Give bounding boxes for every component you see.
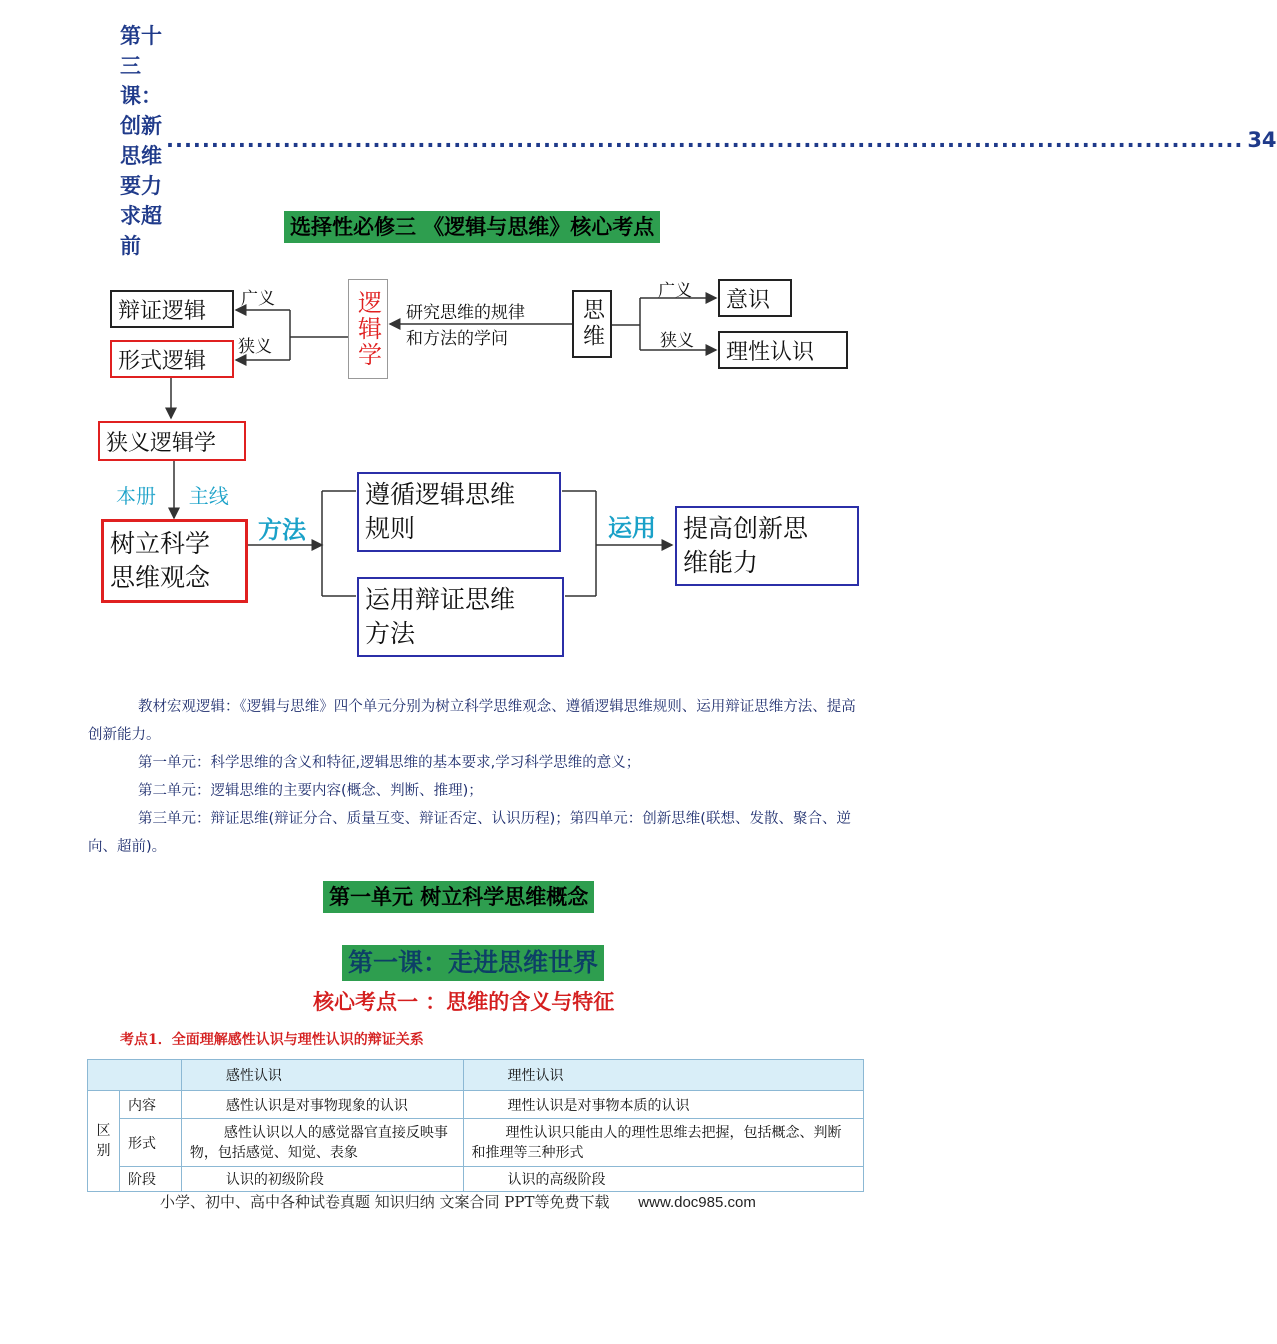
scientific-view-line-1: 树立科学 <box>110 529 211 558</box>
dialectical-logic-box: 辩证逻辑 <box>110 290 234 328</box>
book-main-line <box>116 480 229 509</box>
cell-rational: 理性认识是对事物本质的认识 <box>463 1091 863 1119</box>
table-row <box>88 1119 864 1167</box>
research-line-1: 研究思维的规律 <box>406 303 525 323</box>
narrow-label-right: 狭义 <box>660 331 694 351</box>
follow-rules-line-1: 遵循逻辑思维 <box>365 480 516 509</box>
table-row <box>88 1091 864 1119</box>
paragraph-4: 第三单元：辩证思维(辩证分合、质量互变、辩证否定、认识历程)；第四单元：创新思维(联想、发散、聚合、逆向、超前)。 <box>88 811 851 855</box>
scientific-view-box <box>101 519 248 603</box>
research-description <box>406 300 525 352</box>
cell-perceptual: 感性认识以人的感觉器官直接反映事物，包括感觉、知觉、表象 <box>181 1119 463 1167</box>
paragraph-3: 第二单元：逻辑思维的主要内容(概念、判断、推理)； <box>138 783 483 799</box>
dialectical-method-line-2: 方法 <box>365 619 416 648</box>
scientific-view-line-2: 思维观念 <box>110 563 211 592</box>
toc-dots: ........................................................................................................................ <box>166 128 1244 152</box>
consciousness-box: 意识 <box>718 279 792 317</box>
header-rational: 理性认识 <box>463 1060 863 1091</box>
section-banner: 选择性必修三 《逻辑与思维》核心考点 <box>284 211 660 243</box>
table-corner <box>88 1060 182 1091</box>
cell-rational: 认识的高级阶段 <box>463 1167 863 1192</box>
exam-point-title: 考点1．全面理解感性认识与理性认识的辩证关系 <box>120 1032 424 1048</box>
innovation-line-1: 提高创新思 <box>683 514 809 543</box>
book-label: 本册 <box>116 484 156 508</box>
core-point-title: 核心考点一 ：思维的含义与特征 <box>313 990 615 1014</box>
research-line-2: 和方法的学问 <box>406 329 508 349</box>
table-row <box>88 1167 864 1192</box>
row-label: 形式 <box>119 1119 181 1167</box>
broad-label-left: 广义 <box>241 289 275 309</box>
paragraph-2: 第一单元：科学思维的含义和特征,逻辑思维的基本要求,学习科学思维的意义； <box>138 755 641 771</box>
toc-page-number: 34 <box>1247 128 1277 152</box>
lesson-title: 第一课：走进思维世界 <box>342 945 604 981</box>
cell-perceptual: 认识的初级阶段 <box>181 1167 463 1192</box>
group-char-2: 别 <box>96 1143 111 1159</box>
footer-text: 小学、初中、高中各种试卷真题 知识归纳 文案合同 PPT等免费下载 <box>160 1193 610 1211</box>
rational-cognition-box: 理性认识 <box>718 331 848 369</box>
dialectical-method-line-1: 运用辩证思维 <box>365 585 516 614</box>
innovation-box <box>675 506 859 586</box>
thinking-box: 思维 <box>572 290 612 358</box>
row-label: 阶段 <box>119 1167 181 1192</box>
table-header-row <box>88 1060 864 1091</box>
unit-banner: 第一单元 树立科学思维概念 <box>323 881 594 913</box>
header-perceptual: 感性认识 <box>181 1060 463 1091</box>
method-label: 方法 <box>258 516 306 544</box>
follow-rules-line-2: 规则 <box>365 514 416 543</box>
dialectical-method-box <box>357 577 564 657</box>
narrow-label-left: 狭义 <box>238 337 272 357</box>
footer <box>160 1191 756 1212</box>
cell-rational: 理性认识只能由人的理性思维去把握，包括概念、判断和推理等三种形式 <box>463 1119 863 1167</box>
toc-label: 第十三课：创新思维要力求超前 <box>120 24 162 258</box>
innovation-line-2: 维能力 <box>683 548 759 577</box>
narrow-logic-box: 狭义逻辑学 <box>98 421 246 461</box>
use-label: 运用 <box>608 514 656 542</box>
difference-group-label <box>88 1091 120 1192</box>
group-char-1: 区 <box>96 1123 111 1139</box>
comparison-table <box>87 1059 864 1192</box>
cell-perceptual: 感性认识是对事物现象的认识 <box>181 1091 463 1119</box>
paragraph-1: 教材宏观逻辑：《逻辑与思维》四个单元分别为树立科学思维观念、遵循逻辑思维规则、运用辩证思维方法、提高创新能力。 <box>88 699 856 743</box>
row-label: 内容 <box>119 1091 181 1119</box>
follow-rules-box <box>357 472 561 552</box>
broad-label-right: 广义 <box>658 281 692 301</box>
macro-logic-text <box>88 693 863 861</box>
footer-url[interactable]: www.doc985.com <box>638 1194 756 1211</box>
main-line-label: 主线 <box>188 484 229 508</box>
formal-logic-box: 形式逻辑 <box>110 340 234 378</box>
logic-box: 逻辑学 <box>348 279 388 379</box>
